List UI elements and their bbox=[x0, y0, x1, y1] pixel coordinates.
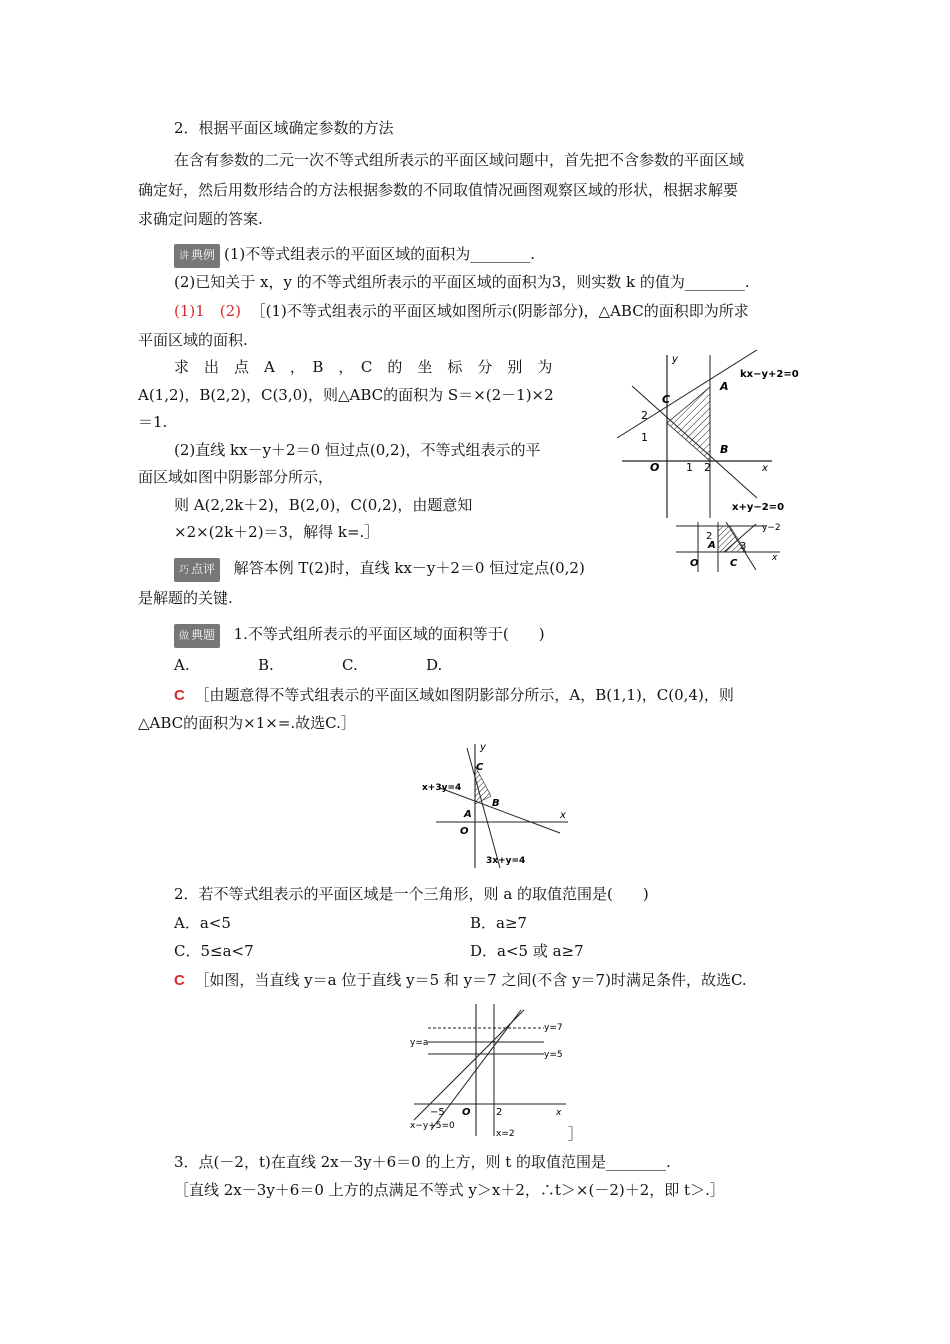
line-label: x=2 bbox=[496, 1129, 515, 1139]
figure-1-graph bbox=[612, 350, 818, 520]
section-paragraph-line: 在含有参数的二元一次不等式组所表示的平面区域问题中，首先把不含参数的平面区域 bbox=[174, 151, 745, 169]
practice-answer-2: C ［如图，当直线 y＝a 位于直线 y＝5 和 y＝7 之间(不含 y＝7)时满足条件，故选C. bbox=[174, 971, 747, 989]
practice-answer-3: ［直线 2x－3y＋6＝0 上方的点满足不等式 y＞x＋2，∴t＞×(－2)＋2，即 t＞.］ bbox=[174, 1181, 725, 1199]
x-label: x bbox=[772, 553, 778, 563]
example-answer-line: 则 A(2,2k＋2)，B(2,0)，C(0,2)，由题意知 bbox=[174, 496, 473, 514]
bracket-close: ］ bbox=[568, 1125, 584, 1143]
origin-label: O bbox=[650, 461, 660, 474]
tick-label: 1 bbox=[686, 461, 693, 474]
line-label: x−y+5=0 bbox=[410, 1121, 455, 1131]
point-b-label: B bbox=[492, 798, 500, 809]
example-answer-line: 面区域如图中阴影部分所示， bbox=[138, 468, 334, 486]
line-label: y=a bbox=[410, 1038, 429, 1048]
origin-label: O bbox=[462, 1107, 471, 1118]
example-answer-line: A(1,2)，B(2,2)，C(3,0)，则△ABC的面积为 S＝×(2－1)×2 bbox=[138, 386, 554, 404]
point-a-label: A bbox=[720, 380, 729, 393]
line-x-plus-3y bbox=[440, 788, 560, 833]
example-question-2: (2)已知关于 x，y 的不等式组所表示的平面区域的面积为3，则实数 k 的值为________. bbox=[174, 273, 750, 291]
section-paragraph-line: 确定好，然后用数形结合的方法根据参数的不同取值情况画图观察区域的形状，根据求解要 bbox=[138, 181, 739, 199]
option-b: B．a≥7 bbox=[470, 914, 528, 932]
x-label: x bbox=[560, 810, 566, 821]
tick-label: 2 bbox=[706, 531, 713, 542]
figure-2-graph bbox=[420, 738, 570, 870]
x-label: x bbox=[762, 463, 768, 474]
comment-line: 巧 点评 解答本例 T(2)时，直线 kx－y＋2＝0 恒过定点(0,2) bbox=[174, 558, 585, 582]
section-title: 2．根据平面区域确定参数的方法 bbox=[174, 119, 394, 137]
tick-label: 2 bbox=[641, 409, 648, 422]
point-c-label: C bbox=[476, 762, 484, 773]
origin-label: O bbox=[690, 558, 699, 569]
x-label: x bbox=[556, 1108, 562, 1118]
example-answer-line: ×2×(2k＋2)＝3，解得 k=.］ bbox=[174, 523, 380, 541]
comment-line: 是解题的关键. bbox=[138, 589, 233, 607]
answer-label: (1)1 (2) bbox=[174, 302, 242, 320]
practice-answer-1-line: △ABC的面积为×1×=.故选C.］ bbox=[138, 714, 356, 732]
tick-label: 2 bbox=[704, 461, 711, 474]
option-d: D．a<5 或 a≥7 bbox=[470, 942, 584, 960]
practice-answer-1: C ［由题意得不等式组表示的平面区域如图阴影部分所示，A，B(1,1)，C(0,4)，则 bbox=[174, 686, 734, 704]
comment-tag: 巧 点评 bbox=[174, 558, 220, 582]
practice-tag: 做 典题 bbox=[174, 624, 220, 648]
answer-letter: C bbox=[174, 687, 185, 704]
point-a-label: A bbox=[708, 540, 716, 551]
line-label: x+y−2=0 bbox=[732, 502, 785, 513]
option-b: B. bbox=[258, 656, 274, 674]
line-label: kx−y+2=0 bbox=[740, 369, 799, 380]
point-c-label: C bbox=[662, 393, 671, 406]
option-c: C. bbox=[342, 656, 358, 674]
practice-question-2: 2．若不等式组表示的平面区域是一个三角形，则 a 的取值范围是( ) bbox=[174, 885, 649, 903]
point-a-label: A bbox=[464, 809, 472, 820]
example-answer-line: ＝1. bbox=[138, 413, 168, 431]
section-paragraph-line: 求确定问题的答案. bbox=[138, 210, 263, 228]
option-d: D. bbox=[426, 656, 443, 674]
example-question-1: 讲 典例 (1)不等式组表示的平面区域的面积为________. bbox=[174, 244, 535, 268]
line-label: y−2 bbox=[762, 523, 781, 533]
option-a: A．a<5 bbox=[174, 914, 231, 932]
tick-label: −5 bbox=[430, 1107, 445, 1118]
option-c: C．5≤a<7 bbox=[174, 942, 254, 960]
point-c-label: C bbox=[730, 558, 738, 569]
line-label: y=7 bbox=[544, 1023, 563, 1033]
point-b-label: B bbox=[720, 443, 729, 456]
tick-label: 1 bbox=[641, 431, 648, 444]
example-tag: 讲 典例 bbox=[174, 244, 220, 268]
line-label: y=5 bbox=[544, 1050, 563, 1060]
practice-question-3: 3．点(－2，t)在直线 2x－3y＋6＝0 的上方，则 t 的取值范围是________. bbox=[174, 1153, 671, 1171]
tick-label: 3 bbox=[740, 541, 747, 552]
line-label: x+3y=4 bbox=[422, 783, 462, 793]
option-a: A. bbox=[174, 656, 190, 674]
example-answer-line: 平面区域的面积. bbox=[138, 331, 248, 349]
example-answer-line: (2)直线 kx－y＋2＝0 恒过点(0,2)，不等式组表示的平 bbox=[174, 441, 541, 459]
answer-letter: C bbox=[174, 972, 185, 989]
example-answer-line: (1)1 (2) ［(1)不等式组表示的平面区域如图所示(阴影部分)，△ABC的面积即为所求 bbox=[174, 302, 749, 320]
y-label: y bbox=[672, 354, 678, 365]
origin-label: O bbox=[460, 826, 469, 837]
example-answer-line: 求 出 点 A ， B ， C 的 坐 标 分 别 为 bbox=[174, 358, 553, 376]
y-label: y bbox=[480, 742, 486, 753]
figure-3-graph bbox=[406, 1000, 574, 1140]
figure-1b-graph bbox=[676, 522, 786, 574]
practice-question-1: 做 典题 1.不等式组所表示的平面区域的面积等于( ) bbox=[174, 624, 545, 648]
line-label: 3x+y=4 bbox=[486, 856, 526, 866]
tick-label: 2 bbox=[496, 1107, 503, 1118]
